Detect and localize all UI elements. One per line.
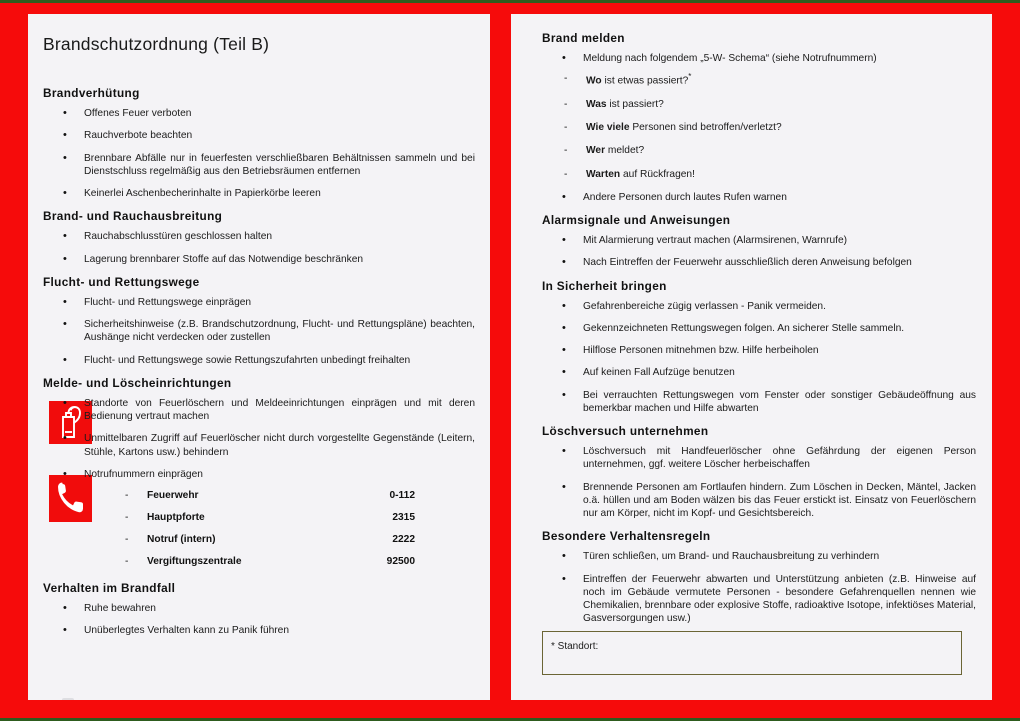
w-keyword: Warten <box>586 168 621 180</box>
w-schema-item <box>542 98 976 111</box>
list-item: • Sicherheitshinweise (z.B. Brandschutzordnung, Flucht- und Rettungspläne) beachten, Aushänge nicht verdecken oder zustellen <box>43 318 475 345</box>
standort-note-box <box>542 631 962 675</box>
emergency-number: 2222 <box>392 534 415 545</box>
emergency-number: 2315 <box>392 512 415 523</box>
list-item: • Eintreffen der Feuerwehr abwarten und Unterstützung anbieten (z.B. Hinweise auf noch im Gebäude vermutete Personen - besondere Gefahrenquellen nennen wie Chemikalien, brennbare oder explosive Stoffe, radioaktive Isotope, infektiöses Material, Gasversorgungen usw.) <box>542 573 976 626</box>
w-keyword: Wie viele <box>586 122 630 134</box>
section-heading-alarmsignale: Alarmsignale und Anweisungen <box>542 213 731 228</box>
w-keyword: Wo <box>586 75 602 87</box>
emergency-number-row <box>103 512 415 523</box>
list-item: • Offenes Feuer verboten <box>43 107 475 120</box>
section-heading-besondere-verhaltensregeln: Besondere Verhaltensregeln <box>542 529 711 544</box>
list-item: • Gefahrenbereiche zügig verlassen - Panik vermeiden. <box>542 300 976 313</box>
emergency-number-row <box>103 534 415 545</box>
list-item: • Lagerung brennbarer Stoffe auf das Notwendige beschränken <box>43 253 475 266</box>
emergency-number-row <box>103 556 415 567</box>
list-item: • Türen schließen, um Brand- und Rauchausbreitung zu verhindern <box>542 550 976 563</box>
list-item: • Rauchverbote beachten <box>43 129 475 142</box>
w-rest: auf Rückfragen! <box>620 168 695 180</box>
emergency-number: 92500 <box>386 556 415 567</box>
bullet-list-meldeeinrichtungen <box>43 397 475 481</box>
list-item: • Notrufnummern einprägen <box>43 468 475 481</box>
list-item: • Gekennzeichneten Rettungswegen folgen. An sicherer Stelle sammeln. <box>542 322 976 335</box>
page-title: Brandschutzordnung (Teil B) <box>43 34 270 54</box>
page-artifact-smudge <box>62 698 74 700</box>
list-item: • Unüberlegtes Verhalten kann zu Panik führen <box>43 624 475 637</box>
list-item: • Bei verrauchten Rettungswegen vom Fenster oder sonstiger Gebäudeöffnung aus bemerkbar machen und Hilfe abwarten <box>542 389 976 416</box>
list-item: • Flucht- und Rettungswege sowie Rettungszufahrten unbedingt freihalten <box>43 354 475 367</box>
section-heading-meldeeinrichtungen: Melde- und Löscheinrichtungen <box>43 375 232 390</box>
list-item: • Flucht- und Rettungswege einprägen <box>43 296 475 309</box>
w-schema-item <box>542 72 976 88</box>
list-item: • Ruhe bewahren <box>43 602 475 615</box>
emergency-name: Vergiftungszentrale <box>147 556 242 567</box>
bullet-list-brand-melden <box>542 52 976 65</box>
emergency-number-list <box>103 490 415 567</box>
document-page-right <box>511 14 992 700</box>
section-heading-in-sicherheit-bringen: In Sicherheit bringen <box>542 278 667 293</box>
list-item: • Nach Eintreffen der Feuerwehr ausschließlich deren Anweisung befolgen <box>542 256 976 269</box>
list-item: • Rauchabschlusstüren geschlossen halten <box>43 230 475 243</box>
standort-label: * Standort: <box>551 641 599 652</box>
w-schema-item <box>542 144 976 157</box>
footnote-marker: * <box>688 72 692 82</box>
section-heading-brandverhuetung: Brandverhütung <box>43 86 140 100</box>
w-rest: ist passiert? <box>606 98 664 110</box>
list-item: • Löschversuch mit Handfeuerlöscher ohne Gefährdung der eigenen Person unternehmen, ggf. weitere Löscher herbeischaffen <box>542 445 976 472</box>
list-item: • Hilflose Personen mitnehmen bzw. Hilfe herbeiholen <box>542 344 976 357</box>
emergency-number: 0-112 <box>389 490 415 501</box>
w-rest: ist etwas passiert? <box>601 75 689 87</box>
section-heading-verhalten-brandfall: Verhalten im Brandfall <box>43 581 176 595</box>
list-item: • Mit Alarmierung vertraut machen (Alarmsirenen, Warnrufe) <box>542 234 976 247</box>
w-schema-item <box>542 121 976 134</box>
w-keyword: Wer <box>586 145 606 157</box>
emergency-number-row <box>103 490 415 501</box>
list-item: • Andere Personen durch lautes Rufen warnen <box>542 191 976 204</box>
w-schema-item <box>542 168 976 181</box>
list-item: • Unmittelbaren Zugriff auf Feuerlöscher nicht durch vorgestellte Gegenstände (Leitern, Stühle, Kartons usw.) behindern <box>43 432 475 459</box>
w-schema-list <box>542 72 976 181</box>
w-rest: meldet? <box>605 145 645 157</box>
bullet-list-verhalten-brandfall <box>43 602 475 638</box>
emergency-name: Feuerwehr <box>147 490 199 501</box>
section-heading-fluchtwege: Flucht- und Rettungswege <box>43 274 200 289</box>
emergency-name: Notruf (intern) <box>147 534 216 545</box>
list-item: • Standorte von Feuerlöschern und Meldeeinrichtungen einprägen und mit deren Bedienung vertraut machen <box>43 397 475 424</box>
bullet-list-rauchausbreitung <box>43 230 475 266</box>
list-item: • Auf keinen Fall Aufzüge benutzen <box>542 366 976 379</box>
emergency-name: Hauptpforte <box>147 512 205 523</box>
bullet-list-in-sicherheit-bringen <box>542 300 976 416</box>
bullet-list-alarmsignale <box>542 234 976 270</box>
list-item: • Keinerlei Aschenbecherinhalte in Papierkörbe leeren <box>43 187 475 200</box>
bullet-list-brandverhuetung <box>43 107 475 200</box>
melde-loescheinrichtungen-block <box>43 397 475 567</box>
document-page-left <box>28 14 490 700</box>
bullet-list-loeschversuch <box>542 445 976 520</box>
w-keyword: Was <box>586 98 607 110</box>
list-item: • Brennende Personen am Fortlaufen hindern. Zum Löschen in Decken, Mäntel, Jacken o.ä. hüllen und am Boden wälzen bis das Feuer erstickt ist. Einsatz von Feuerlöschern nur am Körper, nicht im Kopf- und Gesichtsbereich. <box>542 481 976 521</box>
bullet-list-fluchtwege <box>43 296 475 367</box>
w-rest: Personen sind betroffen/verletzt? <box>629 122 782 134</box>
telephone-icon <box>49 475 92 522</box>
section-heading-brand-melden: Brand melden <box>542 31 625 45</box>
bullet-list-brand-melden-closing <box>542 191 976 204</box>
section-heading-rauchausbreitung: Brand- und Rauchausbreitung <box>43 209 223 224</box>
section-heading-loeschversuch: Löschversuch unternehmen <box>542 424 709 439</box>
list-item: • Brennbare Abfälle nur in feuerfesten verschließbaren Behältnissen sammeln und bei Dienstschluss regelmäßig aus den Betriebsräumen entfernen <box>43 152 475 179</box>
list-item: • Meldung nach folgendem „5-W- Schema“ (siehe Notrufnummern) <box>542 52 976 65</box>
